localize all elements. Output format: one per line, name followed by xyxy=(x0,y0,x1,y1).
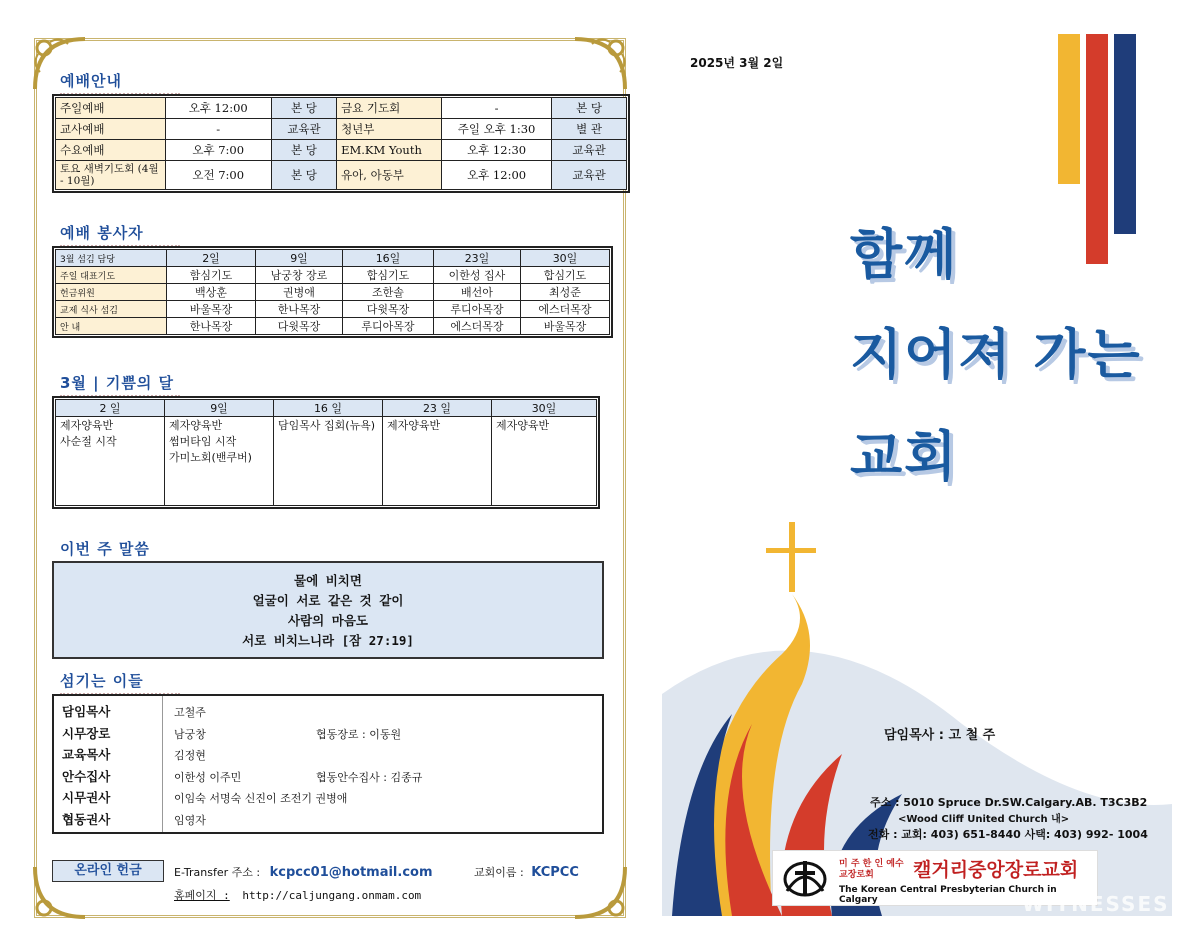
etransfer-line xyxy=(174,864,433,880)
table-cell: 본 당 xyxy=(552,98,627,119)
watermark-text: WITNESSES xyxy=(1022,892,1170,916)
staff-role: 협동권사 xyxy=(62,811,111,827)
table-cell: 최성준 xyxy=(521,284,610,301)
table-cell: 한나목장 xyxy=(167,318,256,335)
staff-associate: 협동안수집사 : 김종규 xyxy=(316,770,423,784)
table-cell: 바울목장 xyxy=(167,301,256,318)
table-header-cell: 2일 xyxy=(167,250,256,267)
month-title: 3월 | 기쁨의 달 xyxy=(60,372,180,397)
bulletin-left-panel xyxy=(30,34,630,922)
table-cell: 교육관 xyxy=(552,140,627,161)
staff-row xyxy=(54,724,602,746)
table-header-cell: 9일 xyxy=(256,250,343,267)
table-cell: 이한성 집사 xyxy=(434,267,521,284)
staff-title: 섬기는 이들 xyxy=(60,670,180,695)
staff-role: 교육목사 xyxy=(62,747,111,762)
church-emblem-icon xyxy=(781,857,829,899)
table-cell: 교육관 xyxy=(552,161,627,190)
logo-english-name: The Korean Central Presbyterian Church in Calgary xyxy=(839,885,1057,905)
month-table xyxy=(52,396,600,509)
staff-names: 김정현 xyxy=(174,749,206,762)
event-text: 썸머타임 시작 xyxy=(169,435,237,448)
calendar-cell xyxy=(492,417,597,506)
table-header-cell: 9일 xyxy=(165,400,274,417)
event-text: 제자양육반 xyxy=(387,419,441,432)
table-cell: EM.KM Youth xyxy=(337,140,442,161)
worship-title: 예배안내 xyxy=(60,70,180,95)
table-header-cell: 16일 xyxy=(343,250,434,267)
staff-row xyxy=(54,702,602,724)
staff-names: 이임숙 서명숙 신진이 조전기 권병애 xyxy=(174,792,348,805)
phone-line: 전화 : 교회: 403) 651-8440 사택: 403) 992- 1004 xyxy=(868,828,1148,841)
table-row xyxy=(56,284,610,301)
table-cell: 에스더목장 xyxy=(434,318,521,335)
table-cell: 한나목장 xyxy=(256,301,343,318)
staff-role: 담임목사 xyxy=(62,704,111,719)
table-cell: 본 당 xyxy=(271,98,336,119)
table-cell: 오전 7:00 xyxy=(165,161,271,190)
table-header-cell: 3월 섬김 담당 xyxy=(56,250,167,267)
table-cell: 유아, 아동부 xyxy=(337,161,442,190)
table-cell: - xyxy=(165,119,271,140)
staff-role: 시무권사 xyxy=(62,790,111,805)
table-cell: 함심기도 xyxy=(167,267,256,284)
table-cell: 교육관 xyxy=(271,119,336,140)
table-cell: 본 당 xyxy=(271,140,336,161)
event-text: 제자양육반 xyxy=(60,419,114,432)
word-title: 이번 주 말씀 xyxy=(60,538,180,563)
bulletin-date: 2025년 3월 2일 xyxy=(690,56,784,70)
staff-row xyxy=(54,767,602,789)
table-header-row xyxy=(56,400,597,417)
table-header-cell: 16 일 xyxy=(274,400,383,417)
verse-line: 서로 비치느니라 [잠 27:19] xyxy=(242,633,414,648)
staff-list xyxy=(52,694,604,834)
staff-row xyxy=(54,788,602,810)
slogan-line: 함께 xyxy=(850,223,959,286)
table-header-cell: 2 일 xyxy=(56,400,165,417)
table-cell: 합심기도 xyxy=(521,267,610,284)
online-offering-label: 온라인 헌금 xyxy=(52,860,164,882)
servers-title: 예배 봉사자 xyxy=(60,222,180,247)
table-cell: 주일 오후 1:30 xyxy=(441,119,551,140)
calendar-cell xyxy=(274,417,383,506)
event-text: 제자양육반 xyxy=(496,419,550,432)
table-row xyxy=(56,301,610,318)
bible-verse xyxy=(52,561,604,659)
table-header-cell: 30일 xyxy=(521,250,610,267)
table-cell: - xyxy=(441,98,551,119)
table-cell: 청년부 xyxy=(337,119,442,140)
calendar-cell xyxy=(383,417,492,506)
calendar-cell xyxy=(56,417,165,506)
staff-role: 시무장로 xyxy=(62,725,111,741)
table-row xyxy=(56,417,597,506)
table-cell: 권병애 xyxy=(256,284,343,301)
table-cell: 금요 기도회 xyxy=(337,98,442,119)
staff-names: 이한성 이주민 xyxy=(174,770,242,784)
table-cell: 토요 새벽기도회 (4월 - 10월) xyxy=(56,161,166,190)
table-row xyxy=(56,161,627,190)
table-cell: 남궁창 장로 xyxy=(256,267,343,284)
corner-ornament-icon xyxy=(570,862,630,922)
table-cell: 합심기도 xyxy=(343,267,434,284)
staff-row xyxy=(54,810,602,832)
table-header-row xyxy=(56,250,610,267)
corner-ornament-icon xyxy=(570,34,630,94)
homepage-label: 홈페이지 : xyxy=(174,889,230,902)
event-text: 가미노회(밴쿠버) xyxy=(169,451,252,464)
table-cell: 교사예배 xyxy=(56,119,166,140)
verse-line: 물에 비치면 xyxy=(294,573,362,588)
table-cell: 다윗목장 xyxy=(343,301,434,318)
table-cell: 조한솔 xyxy=(343,284,434,301)
table-header-cell: 30일 xyxy=(492,400,597,417)
slogan-line: 교회 xyxy=(850,425,959,488)
staff-associate: 협동장로 : 이동원 xyxy=(316,727,402,741)
table-cell: 다윗목장 xyxy=(256,318,343,335)
table-row xyxy=(56,119,627,140)
homepage-link[interactable]: http://caljungang.onmam.com xyxy=(242,889,422,902)
staff-names: 임영자 xyxy=(174,813,206,827)
table-header-cell: 23일 xyxy=(434,250,521,267)
table-cell: 오후 12:30 xyxy=(441,140,551,161)
table-header-cell: 23 일 xyxy=(383,400,492,417)
event-text: 사순절 시작 xyxy=(60,435,117,448)
table-cell: 안 내 xyxy=(56,318,167,335)
slogan-line: 지어져 가는 xyxy=(850,323,1142,386)
table-cell: 헌금위원 xyxy=(56,284,167,301)
staff-row xyxy=(54,745,602,767)
verse-line: 얼굴이 서로 같은 것 같이 xyxy=(252,593,404,608)
homepage-line xyxy=(174,887,421,903)
servers-table xyxy=(52,246,613,338)
table-cell: 오후 12:00 xyxy=(441,161,551,190)
table-cell: 에스더목장 xyxy=(521,301,610,318)
table-row xyxy=(56,267,610,284)
bulletin-cover xyxy=(662,34,1172,916)
table-cell: 교제 식사 섬김 xyxy=(56,301,167,318)
table-row xyxy=(56,318,610,335)
calendar-cell xyxy=(165,417,274,506)
table-cell: 바울목장 xyxy=(521,318,610,335)
senior-pastor: 담임목사 : 고 철 주 xyxy=(884,728,996,743)
worship-table xyxy=(52,94,630,193)
table-cell: 별 관 xyxy=(552,119,627,140)
table-cell: 백상훈 xyxy=(167,284,256,301)
church-code: KCPCC xyxy=(531,865,579,880)
table-cell: 본 당 xyxy=(271,161,336,190)
table-cell: 주일예배 xyxy=(56,98,166,119)
address-line: <Wood Cliff United Church 내> xyxy=(898,814,1070,825)
verse-line: 사람의 마음도 xyxy=(288,613,368,628)
table-cell: 오후 12:00 xyxy=(165,98,271,119)
table-cell: 수요예배 xyxy=(56,140,166,161)
staff-names: 남궁창 xyxy=(174,727,206,741)
address-line: 주소 : 5010 Spruce Dr.SW.Calgary.AB. T3C3B2 xyxy=(870,796,1148,809)
staff-names: 고철주 xyxy=(174,706,206,719)
table-cell: 루디아목장 xyxy=(434,301,521,318)
logo-small-text: 미 주 한 인 예수교장로회 xyxy=(839,859,904,880)
church-code-line xyxy=(474,864,579,880)
table-cell: 주일 대표기도 xyxy=(56,267,167,284)
table-cell: 배선아 xyxy=(434,284,521,301)
table-row xyxy=(56,98,627,119)
etransfer-label: E-Transfer 주소 : xyxy=(174,866,261,879)
table-cell: 오후 7:00 xyxy=(165,140,271,161)
church-name-label: 교회이름 : xyxy=(474,866,524,879)
logo-church-name: 캘거리중앙장로교회 xyxy=(913,859,1079,881)
table-cell: 루디아목장 xyxy=(343,318,434,335)
table-row xyxy=(56,140,627,161)
event-text: 담임목사 집회(뉴욕) xyxy=(278,419,376,432)
email-link[interactable]: kcpcc01@hotmail.com xyxy=(269,865,433,880)
staff-role: 안수집사 xyxy=(62,768,111,784)
event-text: 제자양육반 xyxy=(169,419,223,432)
